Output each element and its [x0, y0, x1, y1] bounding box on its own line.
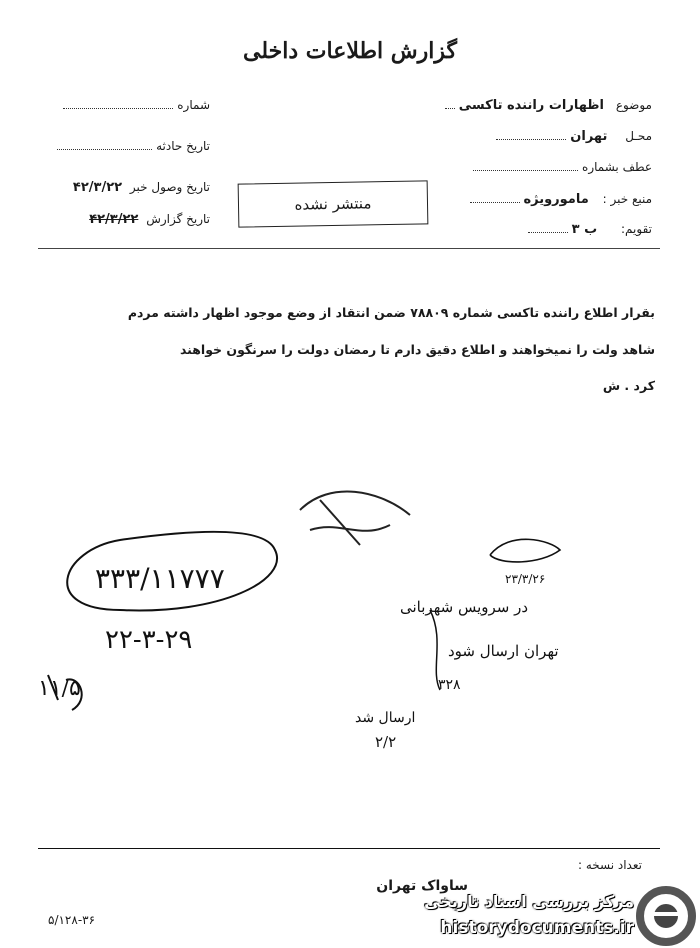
footer-divider — [38, 848, 660, 849]
handwritten-code: ۲۳/۳/۲۶ — [505, 572, 546, 586]
source-field — [470, 192, 652, 207]
watermark-name: مرکز بررسی اسناد تاریخی — [424, 892, 634, 911]
rating-field — [528, 222, 652, 237]
body-line-1: بقرار اطلاع راننده تاکسی شماره ۷۸۸۰۹ ضمن انتقاد از وضع موجود اظهار داشته مردم — [127, 305, 655, 320]
number-field — [63, 98, 210, 112]
handwritten-note-4: ارسال شد — [355, 710, 416, 726]
copies-label: تعداد نسخه : — [577, 858, 642, 872]
received-date-label: تاریخ وصول خبر — [129, 180, 210, 194]
report-date-label: تاریخ گزارش — [146, 212, 210, 226]
rating-value: ب ۳ — [571, 222, 598, 237]
reference-label: عطف بشماره — [582, 160, 652, 174]
watermark-logo — [420, 884, 700, 948]
subject-value: اظهارات راننده تاکسی — [458, 98, 604, 113]
page-title: گزارش اطلاعات داخلی — [243, 38, 457, 64]
report-date-value: ۴۲/۳/۲۲ — [89, 212, 139, 227]
subject-label: موضوع — [615, 98, 652, 112]
incident-date-field — [57, 139, 210, 153]
body-line-3: کرد . ش — [602, 378, 655, 393]
place-label: محـل — [625, 129, 652, 143]
received-date-field — [73, 180, 210, 195]
place-field — [496, 129, 652, 144]
organization-name: ساواک تهران — [376, 878, 468, 894]
handwritten-note-3: ۳۲۸ — [438, 677, 461, 693]
reference-field — [473, 160, 652, 174]
watermark-url: historydocuments.ir — [440, 918, 634, 938]
source-label: منبع خبر : — [602, 192, 652, 206]
archive-logo-icon — [634, 884, 698, 948]
handwritten-number: ۳۳۳/۱۱۷۷۷ — [95, 562, 225, 595]
handwritten-fraction: ۱۱/۵ — [38, 676, 81, 701]
subject-field — [445, 98, 652, 113]
report-date-field — [89, 212, 210, 227]
source-value: مامورویژه — [523, 192, 589, 207]
handwritten-note-1: در سرویس شهربانی — [400, 598, 529, 616]
received-date-value: ۴۲/۳/۲۲ — [72, 180, 123, 195]
handwriting-scribbles — [0, 470, 700, 770]
handwritten-note-2: تهران ارسال شود — [448, 642, 559, 660]
reference-code: ۵/۱۲۸-۳۶ — [48, 913, 96, 927]
place-value: تهران — [570, 129, 608, 144]
body-line-2: شاهد ولت را نمیخواهند و اطلاع دقیق دارم تا رمضان دولت را سرنگون خواهند — [179, 342, 655, 357]
number-label: شماره — [177, 98, 210, 112]
handwritten-note-5: ۲/۲ — [375, 733, 397, 751]
unpublished-stamp: منتشر نشده — [238, 180, 429, 227]
incident-date-label: تاریخ حادثه — [156, 139, 210, 153]
handwritten-date: ۲۲-۳-۲۹ — [105, 625, 193, 655]
header-divider — [38, 248, 660, 249]
rating-label: تقویم: — [621, 222, 652, 236]
copies-field — [578, 858, 642, 872]
